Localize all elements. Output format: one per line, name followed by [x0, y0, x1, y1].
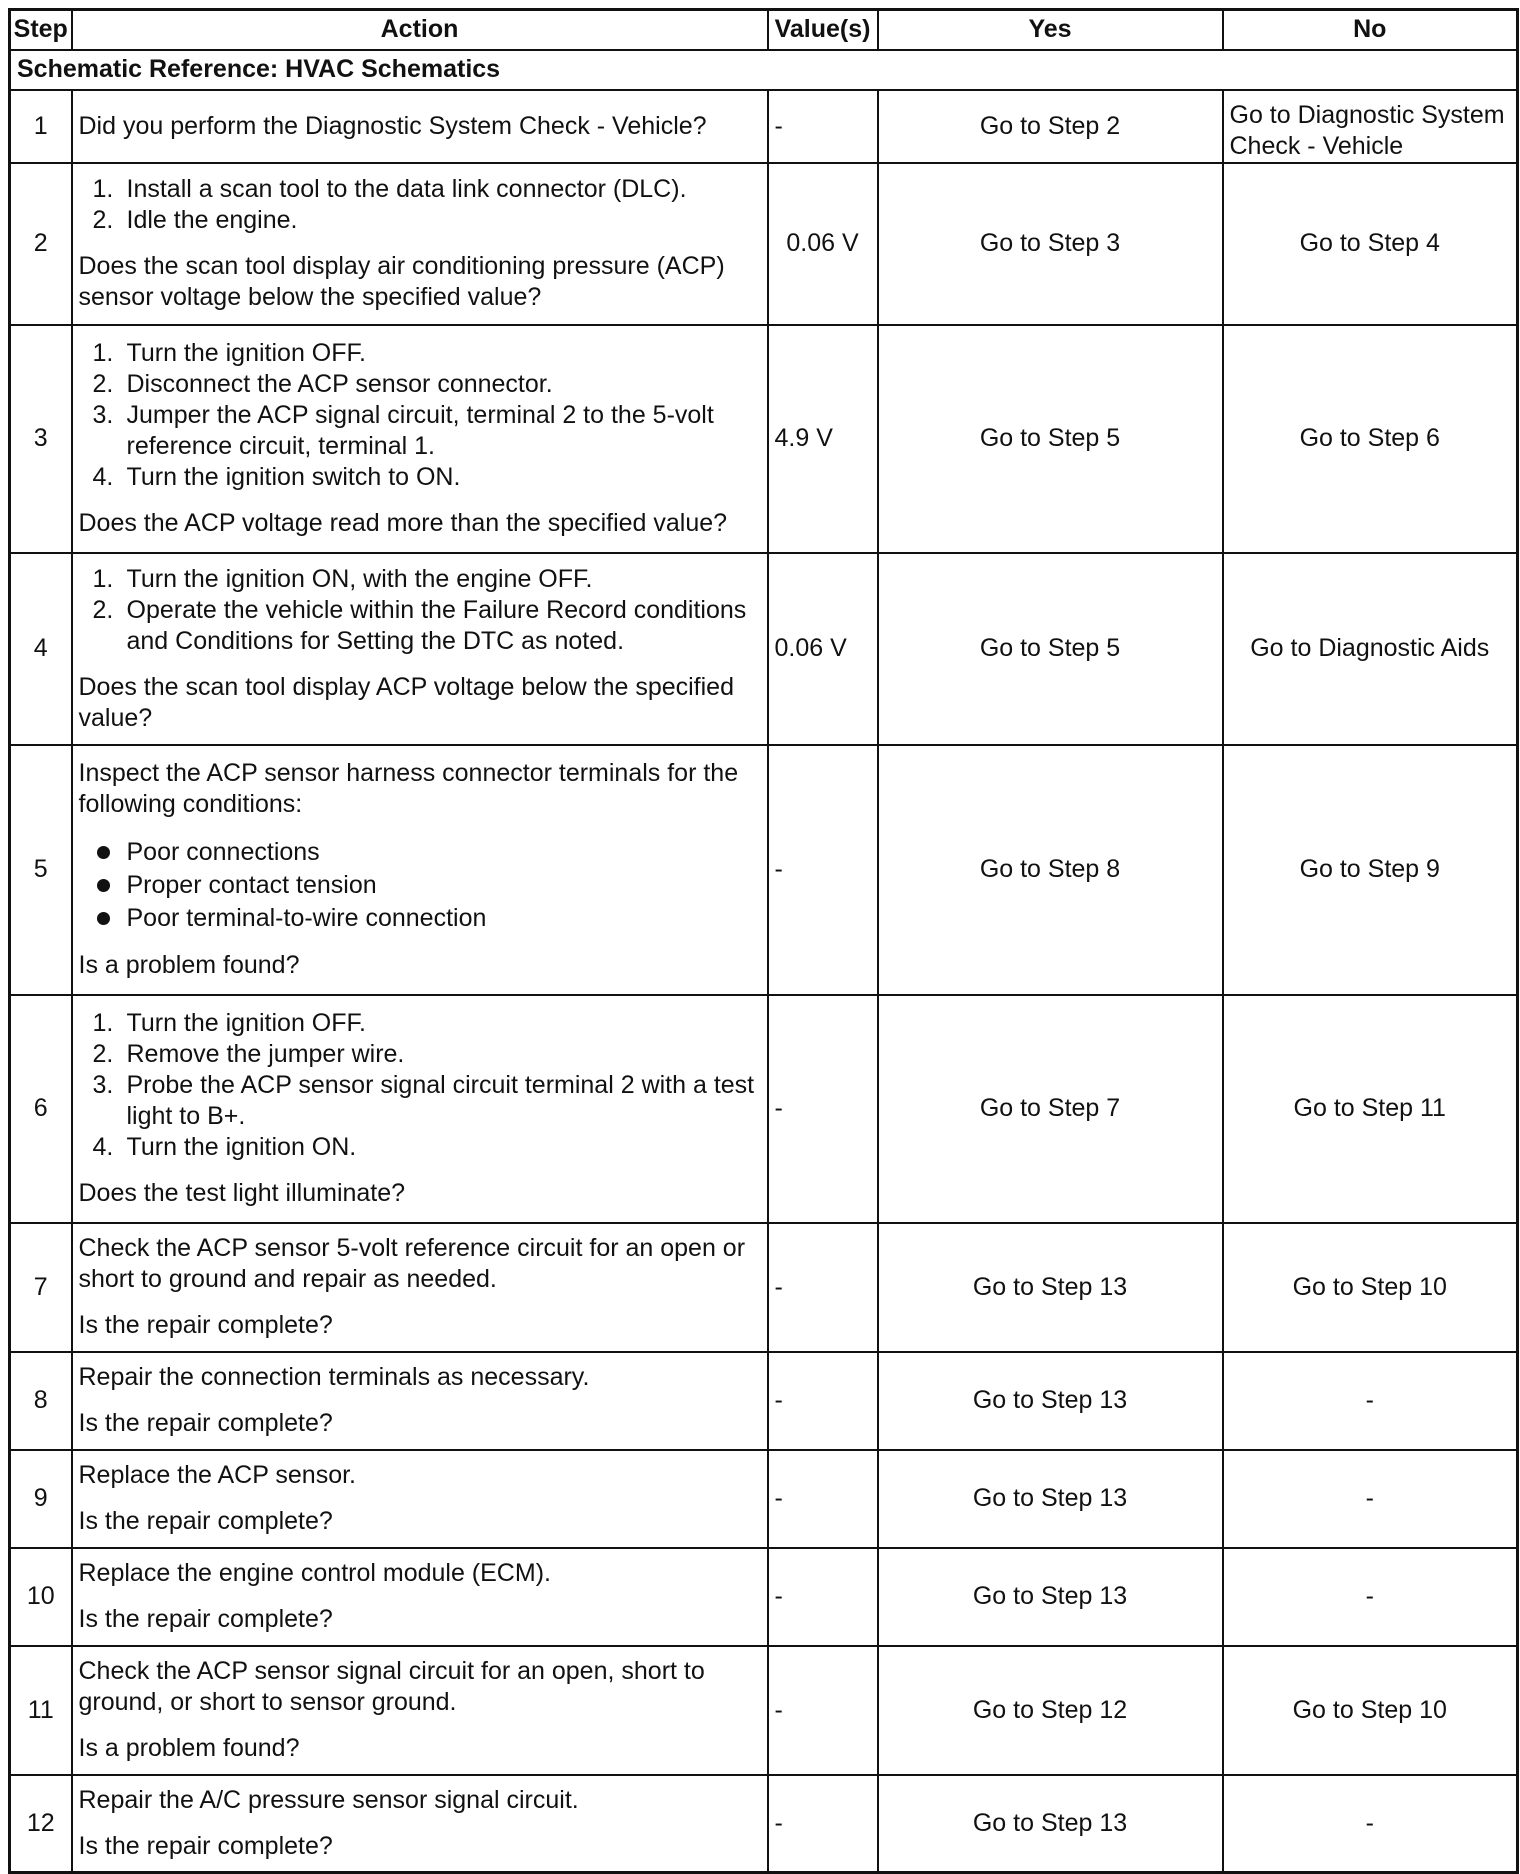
- value-cell: -: [768, 995, 878, 1223]
- action-cell: [72, 1646, 768, 1775]
- action-question: Is the repair complete?: [78, 1605, 333, 1633]
- list-item: Poor connections: [79, 837, 761, 868]
- bullet-icon: [93, 837, 127, 868]
- numbered-list: [79, 1008, 761, 1163]
- table-row-step-10: [10, 1548, 1518, 1646]
- action-lead: Check the ACP sensor 5-volt reference circuit for an open or short to ground and repair as needed.: [78, 1234, 746, 1293]
- table-row-step-5: [10, 745, 1518, 995]
- yes-cell: Go to Step 13: [878, 1450, 1223, 1548]
- list-item: 1. Turn the ignition OFF.: [92, 1009, 366, 1037]
- list-item: 2. Remove the jumper wire.: [92, 1040, 405, 1068]
- value-cell: -: [768, 1450, 878, 1548]
- list-item: 1. Turn the ignition ON, with the engine OFF.: [92, 564, 593, 593]
- action-cell: [72, 90, 768, 163]
- numbered-list: [79, 174, 761, 236]
- bullet-list: [79, 837, 761, 934]
- action-lead: Replace the engine control module (ECM).: [78, 1559, 551, 1587]
- value-cell: -: [768, 1352, 878, 1450]
- numbered-list: [79, 564, 761, 657]
- table-row-step-9: [10, 1450, 1518, 1548]
- no-cell: -: [1223, 1450, 1518, 1548]
- no-cell: Go to Step 11: [1223, 995, 1518, 1223]
- diagnostic-table: [8, 8, 1519, 1874]
- action-lead: Replace the ACP sensor.: [78, 1461, 356, 1489]
- action-cell: [72, 745, 768, 995]
- action-question: Is the repair complete?: [78, 1311, 333, 1339]
- action-question: Does the test light illuminate?: [78, 1179, 406, 1207]
- value-cell: -: [768, 90, 878, 163]
- step-number: 1: [10, 90, 72, 163]
- value-cell: -: [768, 745, 878, 995]
- list-item: 1. Turn the ignition OFF.: [92, 339, 366, 367]
- yes-cell: Go to Step 8: [878, 745, 1223, 995]
- no-cell: Go to Step 10: [1223, 1646, 1518, 1775]
- action-question: Is the repair complete?: [78, 1409, 333, 1437]
- header-yes: Yes: [878, 10, 1223, 50]
- step-number: 3: [10, 325, 72, 553]
- action-question: Does the scan tool display ACP voltage below the specified value?: [78, 672, 734, 732]
- header-step: Step: [10, 10, 72, 50]
- action-cell: [72, 1548, 768, 1646]
- yes-cell: Go to Step 5: [878, 325, 1223, 553]
- action-lead: Inspect the ACP sensor harness connector terminals for the following conditions:: [78, 759, 739, 818]
- action-lead: Repair the A/C pressure sensor signal circuit.: [78, 1785, 579, 1814]
- action-lead: Repair the connection terminals as necessary.: [78, 1363, 590, 1391]
- header-values: Value(s): [768, 10, 878, 50]
- list-item: Proper contact tension: [79, 870, 761, 901]
- action-lead: Check the ACP sensor signal circuit for an open, short to ground, or short to sensor ground.: [78, 1657, 705, 1716]
- yes-cell: Go to Step 13: [878, 1548, 1223, 1646]
- action-cell: [72, 995, 768, 1223]
- no-cell: Go to Step 4: [1223, 163, 1518, 325]
- table-row-step-3: [10, 325, 1518, 553]
- step-number: 4: [10, 553, 72, 745]
- schematic-reference: Schematic Reference: HVAC Schematics: [10, 50, 1518, 90]
- value-cell: -: [768, 1223, 878, 1352]
- table-row-step-4: [10, 553, 1518, 745]
- value-cell: 4.9 V: [768, 325, 878, 553]
- yes-cell: Go to Step 13: [878, 1775, 1223, 1873]
- action-cell: [72, 1352, 768, 1450]
- no-cell: -: [1223, 1548, 1518, 1646]
- list-item: 4. Turn the ignition ON.: [92, 1133, 357, 1161]
- list-item: 3. Jumper the ACP signal circuit, terminal 2 to the 5-volt reference circuit, terminal 1.: [92, 401, 714, 460]
- table-row-step-7: [10, 1223, 1518, 1352]
- list-item: Poor terminal-to-wire connection: [79, 903, 761, 934]
- step-number: 8: [10, 1352, 72, 1450]
- action-question: Did you perform the Diagnostic System Check - Vehicle?: [78, 111, 707, 140]
- no-cell: Go to Diagnostic Aids: [1223, 553, 1518, 745]
- no-cell: -: [1223, 1775, 1518, 1873]
- action-question: Is the repair complete?: [78, 1507, 333, 1535]
- step-number: 7: [10, 1223, 72, 1352]
- no-cell: Go to Step 9: [1223, 745, 1518, 995]
- no-cell: -: [1223, 1352, 1518, 1450]
- yes-cell: Go to Step 2: [878, 90, 1223, 163]
- yes-cell: Go to Step 12: [878, 1646, 1223, 1775]
- bullet-icon: [93, 870, 127, 901]
- yes-cell: Go to Step 13: [878, 1352, 1223, 1450]
- action-cell: [72, 325, 768, 553]
- table-row-step-1: [10, 90, 1518, 163]
- action-question: Is a problem found?: [78, 1734, 300, 1762]
- list-item: 2. Operate the vehicle within the Failure Record conditions and Conditions for Setting the DTC as noted.: [92, 595, 747, 655]
- value-cell: 0.06 V: [768, 553, 878, 745]
- list-item: 1. Install a scan tool to the data link connector (DLC).: [92, 175, 687, 203]
- header-action: Action: [72, 10, 768, 50]
- header-row: [10, 10, 1518, 50]
- action-cell: [72, 1223, 768, 1352]
- list-item: 3. Probe the ACP sensor signal circuit terminal 2 with a test light to B+.: [92, 1071, 755, 1130]
- list-item: 2. Idle the engine.: [92, 206, 298, 234]
- table-row-step-11: [10, 1646, 1518, 1775]
- value-cell: -: [768, 1646, 878, 1775]
- action-question: Does the ACP voltage read more than the specified value?: [78, 509, 728, 537]
- yes-cell: Go to Step 3: [878, 163, 1223, 325]
- value-cell: 0.06 V: [768, 163, 878, 325]
- bullet-icon: [93, 903, 127, 934]
- table-row-step-2: [10, 163, 1518, 325]
- action-cell: [72, 553, 768, 745]
- action-question: Does the scan tool display air conditioning pressure (ACP) sensor voltage below the specified value?: [78, 252, 725, 311]
- header-no: No: [1223, 10, 1518, 50]
- schematic-reference-row: [10, 50, 1518, 90]
- action-question: Is a problem found?: [78, 951, 300, 979]
- table-row-step-6: [10, 995, 1518, 1223]
- numbered-list: [79, 338, 761, 493]
- no-cell: Go to Step 6: [1223, 325, 1518, 553]
- yes-cell: Go to Step 5: [878, 553, 1223, 745]
- step-number: 11: [10, 1646, 72, 1775]
- step-number: 6: [10, 995, 72, 1223]
- value-cell: -: [768, 1548, 878, 1646]
- list-item: 2. Disconnect the ACP sensor connector.: [92, 370, 553, 398]
- value-cell: -: [768, 1775, 878, 1873]
- step-number: 9: [10, 1450, 72, 1548]
- step-number: 12: [10, 1775, 72, 1873]
- list-item: 4. Turn the ignition switch to ON.: [92, 463, 461, 491]
- action-cell: [72, 1450, 768, 1548]
- yes-cell: Go to Step 7: [878, 995, 1223, 1223]
- table-row-step-12: [10, 1775, 1518, 1873]
- table-row-step-8: [10, 1352, 1518, 1450]
- action-question: Is the repair complete?: [78, 1831, 333, 1860]
- step-number: 5: [10, 745, 72, 995]
- action-cell: [72, 1775, 768, 1873]
- no-cell: Go to Step 10: [1223, 1223, 1518, 1352]
- step-number: 2: [10, 163, 72, 325]
- yes-cell: Go to Step 13: [878, 1223, 1223, 1352]
- step-number: 10: [10, 1548, 72, 1646]
- action-cell: [72, 163, 768, 325]
- no-cell: Go to Diagnostic System Check - Vehicle: [1223, 90, 1518, 163]
